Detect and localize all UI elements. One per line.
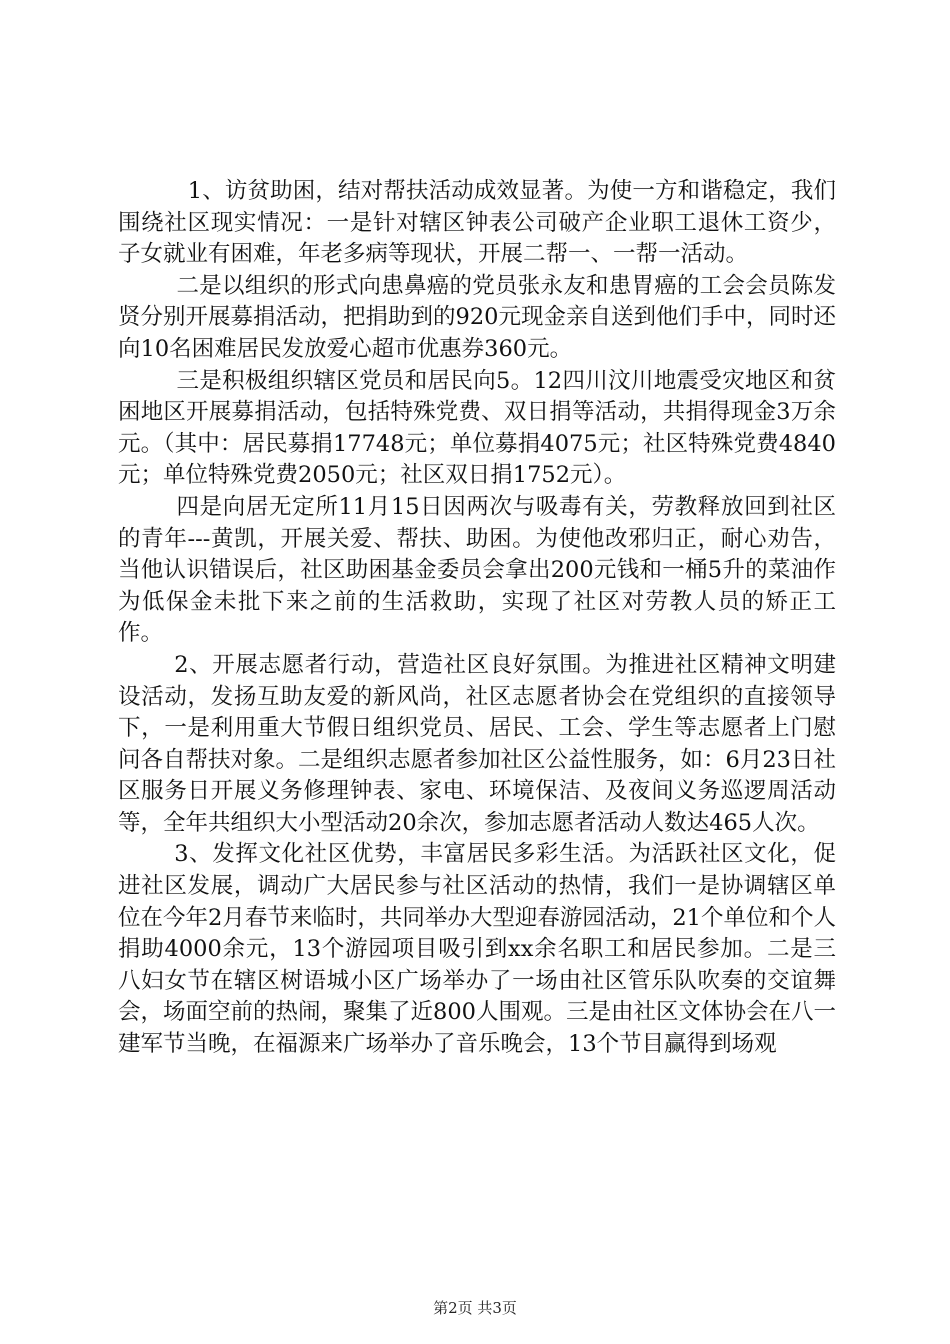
paragraph-donation-illness: 二是以组织的形式向患鼻癌的党员张永友和患胃癌的工会会员陈发贤分别开展募捐活动，把捐助到的920元现金亲自送到他们手中，同时还向10名困难居民发放爱心超市优惠券360元。 (118, 272, 836, 362)
paragraph-cultural-activities: 3、发挥文化社区优势，丰富居民多彩生活。为活跃社区文化，促进社区发展，调动广大居民参与社区活动的热情，我们一是协调辖区单位在今年2月春节来临时，共同举办大型迎春游园活动，21个单位和个人捐助4000余元，13个游园项目吸引到xx余名职工和居民参加。二是三八妇女节在辖区树语城小区广场举办了一场由社区管乐队吹奏的交谊舞会，场面空前的热闹，聚集了近800人围观。三是由社区文体协会在八一建军节当晚，在福源来广场举办了音乐晚会，13个节目赢得到场观 (118, 841, 836, 1058)
paragraph-visit-poor: 1、访贫助困，结对帮扶活动成效显著。为使一方和谐稳定，我们围绕社区现实情况：一是针对辖区钟表公司破产企业职工退休工资少，子女就业有困难，年老多病等现状，开展二帮一、一帮一活动。 (118, 178, 836, 268)
paragraph-volunteer-action: 2、开展志愿者行动，营造社区良好氛围。为推进社区精神文明建设活动，发扬互助友爱的新风尚，社区志愿者协会在党组织的直接领导下，一是利用重大节假日组织党员、居民、工会、学生等志愿者上门慰问各自帮扶对象。二是组织志愿者参加社区公益性服务，如：6月23日社区服务日开展义务修理钟表、家电、环境保洁、及夜间义务巡逻周活动等，全年共组织大小型活动20余次，参加志愿者活动人数达465人次。 (118, 651, 836, 836)
page-footer: 第2页 共3页 (433, 1299, 517, 1317)
paragraph-earthquake-donation: 三是积极组织辖区党员和居民向5。12四川汶川地震受灾地区和贫困地区开展募捐活动，包括特殊党费、双日捐等活动，共捐得现金3万余元。（其中：居民募捐17748元；单位募捐4075元；社区特殊党费4840元；单位特殊党费2050元；社区双日捐1752元）。 (118, 367, 836, 489)
document-body (118, 176, 836, 1061)
paragraph-youth-assistance: 四是向居无定所11月15日因两次与吸毒有关，劳教释放回到社区的青年---黄凯，开展关爱、帮扶、助困。为使他改邪归正，耐心劝告，当他认识错误后，社区助困基金委员会拿出200元钱和一桶5升的菜油作为低保金未批下来之前的生活救助，实现了社区对劳教人员的矫正工作。 (118, 493, 836, 647)
